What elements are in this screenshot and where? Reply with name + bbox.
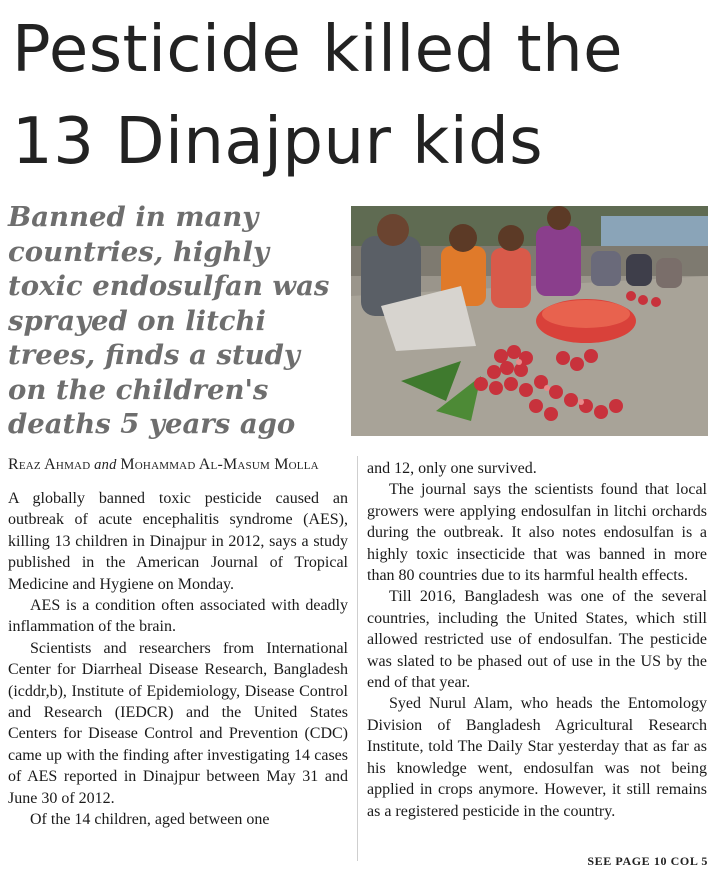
paragraph: A globally banned toxic pesticide caused an outbreak of acute encephalitis syndrome (AES), killing 13 children in Dinajpur in 2012, says a study published in the American Journal of Tropical Medicine and Hygiene on Monday. xyxy=(8,490,348,593)
paragraph: Syed Nurul Alam, who heads the Entomology Division of Bangladesh Agricultural Research Institute, told The Daily Star yesterday that as far as his knowledge went, endosulfan was not being applied in crops anymore. However, it still remains as a registered pesticide in the country. xyxy=(367,695,707,820)
paragraph: Till 2016, Bangladesh was one of the several countries, including the United States, which still allowed restricted use of endosulfan. The pesticide was slated to be phased out of use in the US by the end of that year. xyxy=(367,588,707,692)
body-column-left xyxy=(8,488,348,831)
continuation-jump-line: SEE PAGE 10 COL 5 xyxy=(587,854,708,868)
body-column-right xyxy=(367,458,707,822)
column-divider xyxy=(357,456,358,861)
headline xyxy=(12,4,716,188)
deck-subheadline: Banned in many countries, highly toxic endosulfan was sprayed on litchi trees, finds a study on the children's deaths 5 years ago xyxy=(8,201,330,440)
paragraph: Scientists and researchers from International Center for Diarrheal Disease Research, Bangladesh (icddr,b), Institute of Epidemiology, Disease Control and Research (IEDCR) and the United States Centers for Disease Control and Prevention (CDC) came up with the finding after investigating 14 cases of AES reported in Dinajpur between May 31 and June 30 of 2012. xyxy=(8,639,348,807)
paragraph: and 12, only one survived. xyxy=(367,460,537,477)
children-selling-litchi-illustration xyxy=(351,206,708,436)
paragraph: The journal says the scientists found that local growers were applying endosulfan in litchi orchards during the outbreak. It also notes endosulfan is a highly toxic insecticide that was banned in more than 80 countries due to its harmful health effects. xyxy=(367,481,707,585)
byline-conjunction: and xyxy=(94,457,117,473)
paragraph: AES is a condition often associated with deadly inflammation of the brain. xyxy=(8,597,348,636)
byline-author-1: Reaz Ahmad xyxy=(8,456,91,473)
headline-line-1: Pesticide killed the xyxy=(12,13,623,87)
headline-line-2: 13 Dinajpur kids xyxy=(12,105,544,179)
paragraph: Of the 14 children, aged between one xyxy=(30,811,270,829)
article-photo xyxy=(351,206,708,436)
byline-author-2: Mohammad Al-Masum Molla xyxy=(120,456,319,473)
byline xyxy=(8,456,348,474)
